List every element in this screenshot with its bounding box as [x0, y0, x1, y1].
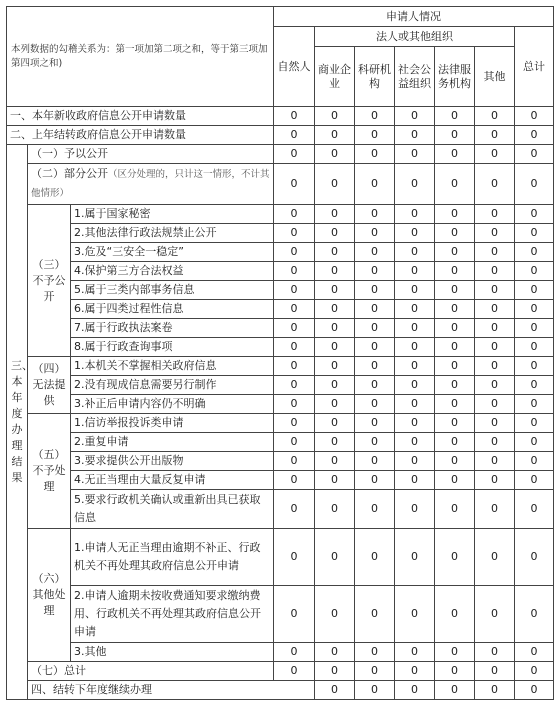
- value-cell: 0: [435, 205, 475, 224]
- value-cell: 0: [435, 490, 475, 529]
- header-applicant-situation: 申请人情况: [274, 7, 554, 27]
- value-cell: 0: [274, 529, 315, 586]
- value-cell: 0: [435, 433, 475, 452]
- row-label-carryover-last-year: 二、上年结转政府信息公开申请数量: [7, 126, 274, 145]
- value-cell: 0: [355, 376, 395, 395]
- value-cell: 0: [515, 319, 554, 338]
- row-label-cannot-item: 1.本机关不掌握相关政府信息: [71, 357, 274, 376]
- value-cell: 0: [475, 300, 515, 319]
- value-cell: 0: [515, 164, 554, 205]
- value-cell: 0: [475, 586, 515, 643]
- value-cell: 0: [395, 643, 435, 662]
- row-label-total: （七）总计: [28, 662, 274, 681]
- value-cell: 0: [395, 145, 435, 164]
- row-label-other-handling: （六）其他处理: [28, 529, 71, 662]
- value-cell: 0: [355, 126, 395, 145]
- value-cell: 0: [475, 433, 515, 452]
- value-cell: 0: [515, 433, 554, 452]
- header-legal-service: 法律服务机构: [435, 47, 475, 107]
- value-cell: 0: [475, 338, 515, 357]
- value-cell: 0: [515, 586, 554, 643]
- value-cell: 0: [435, 662, 475, 681]
- value-cell: 0: [475, 662, 515, 681]
- value-cell: 0: [395, 319, 435, 338]
- value-cell: 0: [435, 164, 475, 205]
- value-cell: 0: [315, 586, 355, 643]
- value-cell: 0: [315, 452, 355, 471]
- row-label-other-item: 1.申请人无正当理由逾期不补正、行政机关不再处理其政府信息公开申请: [71, 529, 274, 586]
- value-cell: 0: [515, 662, 554, 681]
- value-cell: 0: [315, 433, 355, 452]
- value-cell: 0: [274, 490, 315, 529]
- value-cell: 0: [515, 529, 554, 586]
- value-cell: 0: [355, 262, 395, 281]
- value-cell: 0: [315, 145, 355, 164]
- value-cell: 0: [515, 243, 554, 262]
- row-label-no-handle-item: 1.信访举报投诉类申请: [71, 414, 274, 433]
- value-cell: 0: [475, 452, 515, 471]
- value-cell: 0: [274, 643, 315, 662]
- value-cell: 0: [355, 300, 395, 319]
- value-cell: 0: [395, 586, 435, 643]
- header-research: 科研机构: [355, 47, 395, 107]
- value-cell: 0: [274, 357, 315, 376]
- value-cell: 0: [274, 586, 315, 643]
- value-cell: 0: [274, 164, 315, 205]
- header-natural-person: 自然人: [274, 27, 315, 107]
- value-cell: 0: [435, 107, 475, 126]
- row-label-no-handle-item: 5.要求行政机关确认或重新出具已获取信息: [71, 490, 274, 529]
- value-cell: 0: [274, 452, 315, 471]
- value-cell: 0: [395, 529, 435, 586]
- value-cell: 0: [355, 490, 395, 529]
- value-cell: 0: [315, 414, 355, 433]
- value-cell: 0: [475, 414, 515, 433]
- value-cell: 0: [435, 126, 475, 145]
- value-cell: 0: [395, 376, 435, 395]
- value-cell: 0: [315, 126, 355, 145]
- value-cell: 0: [435, 281, 475, 300]
- row-label-cannot-item: 2.没有现成信息需要另行制作: [71, 376, 274, 395]
- value-cell: 0: [315, 262, 355, 281]
- value-cell: 0: [274, 205, 315, 224]
- row-label-partial: （二）部分公开（区分处理的，只计这一情形，不计其他情形）: [28, 164, 274, 205]
- header-legal-or-other-orgs: 法人或其他组织: [315, 27, 515, 47]
- value-cell: 0: [515, 338, 554, 357]
- row-label-deny: （三）不予公开: [28, 205, 71, 357]
- value-cell: 0: [355, 395, 395, 414]
- row-label-no-handle-item: 3.要求提供公开出版物: [71, 452, 274, 471]
- value-cell: 0: [475, 145, 515, 164]
- value-cell: 0: [395, 107, 435, 126]
- value-cell: 0: [355, 107, 395, 126]
- row-label-cannot-item: 3.补正后申请内容仍不明确: [71, 395, 274, 414]
- value-cell: 0: [435, 376, 475, 395]
- value-cell: 0: [355, 529, 395, 586]
- value-cell: 0: [515, 395, 554, 414]
- value-cell: 0: [435, 395, 475, 414]
- value-cell: 0: [395, 262, 435, 281]
- value-cell: 0: [315, 300, 355, 319]
- value-cell: 0: [274, 107, 315, 126]
- row-label-deny-item: 2.其他法律行政法规禁止公开: [71, 224, 274, 243]
- value-cell: 0: [435, 224, 475, 243]
- value-cell: 0: [274, 376, 315, 395]
- value-cell: 0: [515, 452, 554, 471]
- value-cell: 0: [274, 395, 315, 414]
- value-cell: 0: [515, 107, 554, 126]
- value-cell: 0: [395, 662, 435, 681]
- value-cell: 0: [315, 529, 355, 586]
- value-cell: 0: [395, 126, 435, 145]
- value-cell: 0: [355, 243, 395, 262]
- value-cell: 0: [475, 357, 515, 376]
- row-label-no-handle: （五）不予处理: [28, 414, 71, 529]
- value-cell: 0: [515, 205, 554, 224]
- value-cell: 0: [475, 126, 515, 145]
- value-cell: 0: [435, 262, 475, 281]
- value-cell: 0: [315, 107, 355, 126]
- value-cell: 0: [274, 145, 315, 164]
- value-cell: 0: [274, 300, 315, 319]
- value-cell: 0: [515, 471, 554, 490]
- value-cell: 0: [515, 414, 554, 433]
- row-label-deny-item: 6.属于四类过程性信息: [71, 300, 274, 319]
- row-label-grant: （一）予以公开: [28, 145, 274, 164]
- value-cell: 0: [435, 357, 475, 376]
- value-cell: 0: [395, 452, 435, 471]
- value-cell: 0: [395, 243, 435, 262]
- value-cell: 0: [435, 300, 475, 319]
- value-cell: 0: [355, 164, 395, 205]
- value-cell: 0: [475, 164, 515, 205]
- value-cell: 0: [395, 281, 435, 300]
- value-cell: 0: [315, 662, 355, 681]
- value-cell: 0: [355, 357, 395, 376]
- value-cell: 0: [515, 357, 554, 376]
- header-total: 总计: [515, 27, 554, 107]
- value-cell: 0: [435, 643, 475, 662]
- value-cell: 0: [475, 681, 515, 700]
- value-cell: 0: [355, 281, 395, 300]
- value-cell: 0: [355, 224, 395, 243]
- value-cell: 0: [355, 338, 395, 357]
- value-cell: 0: [274, 224, 315, 243]
- value-cell: 0: [435, 319, 475, 338]
- value-cell: 0: [475, 107, 515, 126]
- value-cell: 0: [435, 681, 475, 700]
- row-label-handling-results: 三、本年度办理结果: [7, 145, 28, 700]
- value-cell: 0: [395, 205, 435, 224]
- value-cell: 0: [475, 490, 515, 529]
- value-cell: 0: [395, 338, 435, 357]
- value-cell: 0: [395, 490, 435, 529]
- value-cell: 0: [315, 490, 355, 529]
- value-cell: 0: [435, 145, 475, 164]
- value-cell: 0: [355, 319, 395, 338]
- value-cell: 0: [355, 433, 395, 452]
- value-cell: 0: [515, 490, 554, 529]
- value-cell: 0: [515, 681, 554, 700]
- value-cell: 0: [355, 452, 395, 471]
- value-cell: 0: [435, 452, 475, 471]
- value-cell: 0: [355, 205, 395, 224]
- value-cell: 0: [315, 164, 355, 205]
- value-cell: 0: [315, 357, 355, 376]
- value-cell: 0: [355, 586, 395, 643]
- value-cell: 0: [475, 224, 515, 243]
- value-cell: 0: [515, 224, 554, 243]
- row-label-deny-item: 8.属于行政查询事项: [71, 338, 274, 357]
- value-cell: 0: [274, 471, 315, 490]
- value-cell: 0: [315, 243, 355, 262]
- header-other: 其他: [475, 47, 515, 107]
- value-cell: 0: [475, 471, 515, 490]
- row-label-deny-item: 3.危及“三安全一稳定”: [71, 243, 274, 262]
- row-label-carryover-next-year: 四、结转下年度继续办理: [28, 681, 315, 700]
- value-cell: 0: [435, 414, 475, 433]
- value-cell: 0: [355, 414, 395, 433]
- value-cell: 0: [274, 126, 315, 145]
- value-cell: 0: [315, 376, 355, 395]
- value-cell: 0: [515, 126, 554, 145]
- value-cell: 0: [274, 433, 315, 452]
- value-cell: 0: [475, 643, 515, 662]
- value-cell: 0: [435, 529, 475, 586]
- header-social-welfare: 社会公益组织: [395, 47, 435, 107]
- value-cell: 0: [395, 224, 435, 243]
- value-cell: 0: [395, 357, 435, 376]
- value-cell: 0: [435, 338, 475, 357]
- row-label-new-requests: 一、本年新收政府信息公开申请数量: [7, 107, 274, 126]
- value-cell: 0: [435, 471, 475, 490]
- value-cell: 0: [315, 471, 355, 490]
- value-cell: 0: [315, 643, 355, 662]
- value-cell: 0: [395, 395, 435, 414]
- value-cell: 0: [274, 281, 315, 300]
- value-cell: 0: [395, 164, 435, 205]
- row-label-deny-item: 5.属于三类内部事务信息: [71, 281, 274, 300]
- value-cell: 0: [315, 224, 355, 243]
- value-cell: 0: [274, 662, 315, 681]
- value-cell: 0: [475, 376, 515, 395]
- value-cell: 0: [315, 319, 355, 338]
- value-cell: 0: [515, 376, 554, 395]
- value-cell: 0: [274, 414, 315, 433]
- row-label-no-handle-item: 2.重复申请: [71, 433, 274, 452]
- value-cell: 0: [395, 433, 435, 452]
- value-cell: 0: [355, 681, 395, 700]
- row-label-other-item: 3.其他: [71, 643, 274, 662]
- value-cell: 0: [395, 300, 435, 319]
- row-label-other-item: 2.申请人逾期未按收费通知要求缴纳费用、行政机关不再处理其政府信息公开申请: [71, 586, 274, 643]
- value-cell: 0: [475, 262, 515, 281]
- header-commercial: 商业企业: [315, 47, 355, 107]
- value-cell: 0: [274, 262, 315, 281]
- value-cell: 0: [435, 243, 475, 262]
- value-cell: 0: [355, 643, 395, 662]
- value-cell: 0: [355, 471, 395, 490]
- value-cell: 0: [395, 681, 435, 700]
- value-cell: 0: [315, 395, 355, 414]
- value-cell: 0: [395, 414, 435, 433]
- gov-info-disclosure-table: [6, 6, 554, 700]
- value-cell: 0: [315, 681, 355, 700]
- row-label-no-handle-item: 4.无正当理由大量反复申请: [71, 471, 274, 490]
- value-cell: 0: [274, 338, 315, 357]
- row-label-deny-item: 4.保护第三方合法权益: [71, 262, 274, 281]
- value-cell: 0: [515, 145, 554, 164]
- row-label-deny-item: 1.属于国家秘密: [71, 205, 274, 224]
- partial-note: （区分处理的，只计这一情形，不计其他情形）: [31, 169, 270, 199]
- value-cell: 0: [315, 338, 355, 357]
- value-cell: 0: [475, 319, 515, 338]
- header-note: 本列数据的勾稽关系为：第一项加第二项之和，等于第三项加第四项之和): [7, 7, 274, 107]
- value-cell: 0: [475, 205, 515, 224]
- value-cell: 0: [274, 243, 315, 262]
- value-cell: 0: [515, 262, 554, 281]
- value-cell: 0: [475, 529, 515, 586]
- value-cell: 0: [355, 145, 395, 164]
- value-cell: 0: [475, 395, 515, 414]
- value-cell: 0: [515, 281, 554, 300]
- value-cell: 0: [435, 586, 475, 643]
- value-cell: 0: [475, 243, 515, 262]
- row-label-deny-item: 7.属于行政执法案卷: [71, 319, 274, 338]
- value-cell: 0: [315, 205, 355, 224]
- value-cell: 0: [355, 662, 395, 681]
- value-cell: 0: [475, 281, 515, 300]
- value-cell: 0: [515, 643, 554, 662]
- row-label-cannot: （四）无法提供: [28, 357, 71, 414]
- value-cell: 0: [315, 281, 355, 300]
- value-cell: 0: [274, 319, 315, 338]
- value-cell: 0: [395, 471, 435, 490]
- value-cell: 0: [515, 300, 554, 319]
